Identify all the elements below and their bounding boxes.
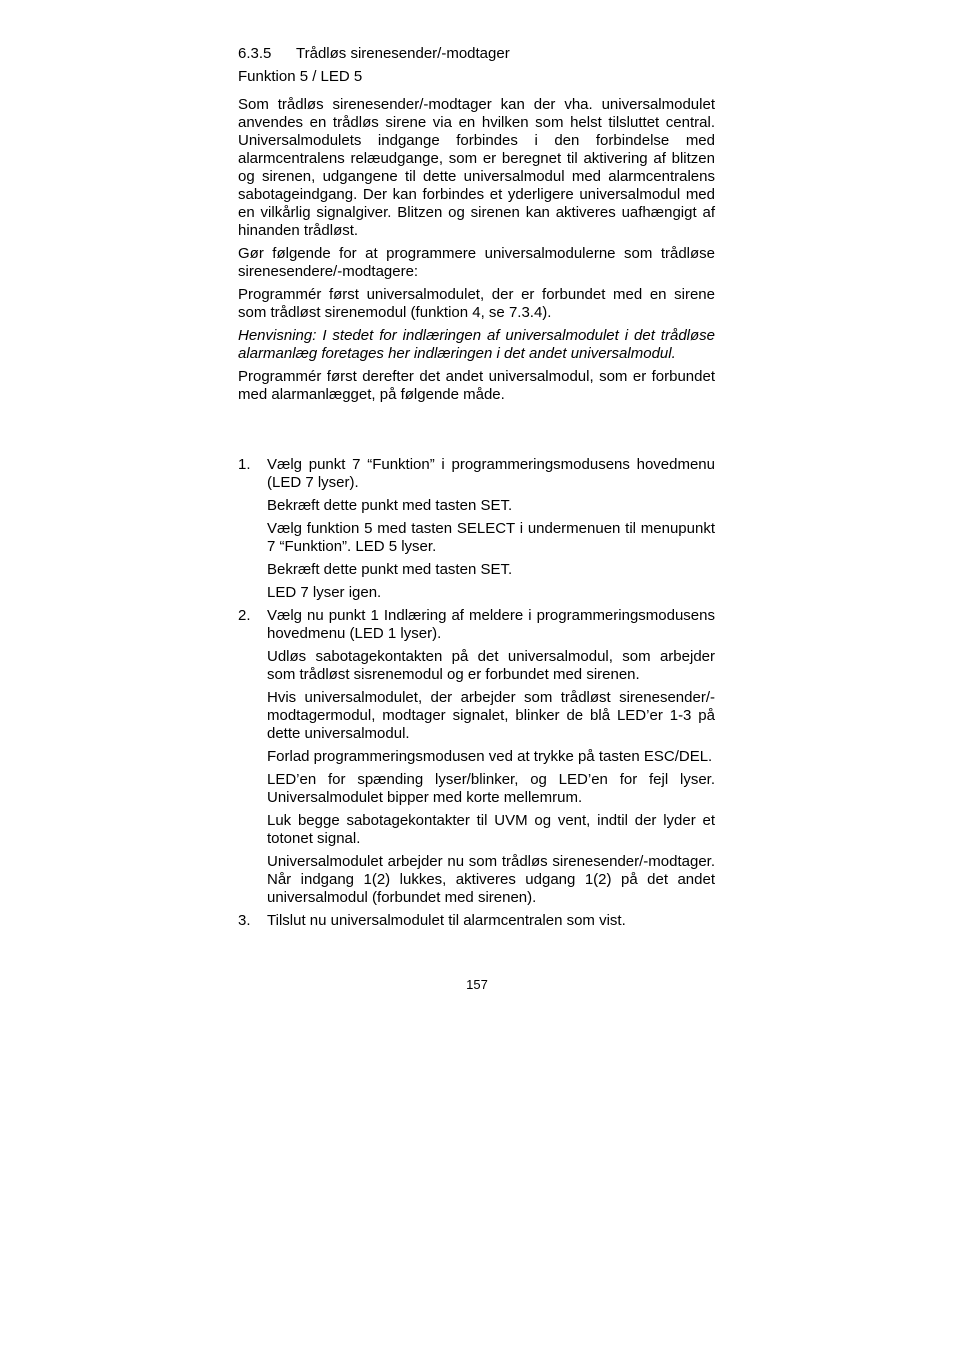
step-marker: 3.: [238, 912, 251, 929]
step-line: Vælg punkt 7 “Funktion” i programmeringsmodusens hovedmenu (LED 7 lyser).: [267, 456, 715, 491]
step-line: Forlad programmeringsmodusen ved at trykke på tasten ESC/DEL.: [267, 748, 713, 765]
step-item: [238, 607, 715, 907]
step-line: Bekræft dette punkt med tasten SET.: [267, 497, 513, 514]
step-line: Vælg nu punkt 1 Indlæring af meldere i programmeringsmodusens hovedmenu (LED 1 lyser).: [267, 607, 715, 642]
section-subtitle: Funktion 5 / LED 5: [238, 68, 363, 85]
step-line: Luk begge sabotagekontakter til UVM og vent, indtil der lyder et totonet signal.: [267, 812, 715, 847]
step-line: LED’en for spænding lyser/blinker, og LED’en for fejl lyser. Universalmodulet bipper med korte mellemrum.: [267, 771, 715, 806]
programming-paragraph: Programmér først universalmodulet, der er forbundet med en sirene som trådløst sirenemodul (funktion 4, se 7.3.4).: [238, 286, 715, 321]
section-number: 6.3.5: [238, 45, 272, 62]
step-line: Universalmodulet arbejder nu som trådløs sirenesender/-modtager. Når indgang 1(2) lukkes, aktiveres udgang 1(2) på det andet universalmodul (forbundet med sirenen).: [267, 853, 715, 906]
step-marker: 2.: [238, 607, 251, 624]
section-heading: [238, 45, 715, 63]
step-line: Hvis universalmodulet, der arbejder som trådløst sirenesender/-modtagermodul, modtager signalet, blinker de blå LED’er 1-3 på dette universalmodul.: [267, 689, 715, 742]
followup-paragraph: Programmér først derefter det andet universalmodul, som er forbundet med alarmanlægget, på følgende måde.: [238, 368, 715, 403]
steps-list: [238, 456, 715, 930]
step-line: Tilslut nu universalmodulet til alarmcentralen som vist.: [267, 912, 626, 929]
step-line: Udløs sabotagekontakten på det universalmodul, som arbejder som trådløst sisrenemodul og er forbundet med sirenen.: [267, 648, 715, 683]
instruction-paragraph: Gør følgende for at programmere universalmodulerne som trådløse sirenesendere/-modtagere:: [238, 245, 715, 280]
step-item: [238, 912, 715, 930]
step-marker: 1.: [238, 456, 251, 473]
section-title: Trådløs sirenesender/-modtager: [296, 45, 510, 62]
step-line: Vælg funktion 5 med tasten SELECT i undermenuen til menupunkt 7 “Funktion”. LED 5 lyser.: [267, 520, 715, 555]
spacer: [238, 409, 715, 456]
intro-paragraph: Som trådløs sirenesender/-modtager kan der vha. universalmodulet anvendes en trådløs sirene via en hvilken som helst tilsluttet central. Universalmodulets indgange forbindes i den forbindelse med alarmcentralens relæudgange, som er beregnet til aktivering af blitzen og sirenen, udgangene til dette universalmodul med alarmcentralens sabotageindgang. Der kan forbindes et yderligere universalmodul med en vilkårlig signalgiver. Blitzen og sirenen kan aktiveres uafhængigt af hinanden trådløst.: [238, 96, 715, 239]
step-line: Bekræft dette punkt med tasten SET.: [267, 561, 513, 578]
document-page: [238, 45, 715, 935]
step-line: LED 7 lyser igen.: [267, 584, 382, 601]
page-number: 157: [466, 977, 488, 992]
note-paragraph: Henvisning: I stedet for indlæringen af universalmodulet i det trådløse alarmanlæg foretages her indlæringen i det andet universalmodul.: [238, 327, 715, 362]
step-item: [238, 456, 715, 602]
